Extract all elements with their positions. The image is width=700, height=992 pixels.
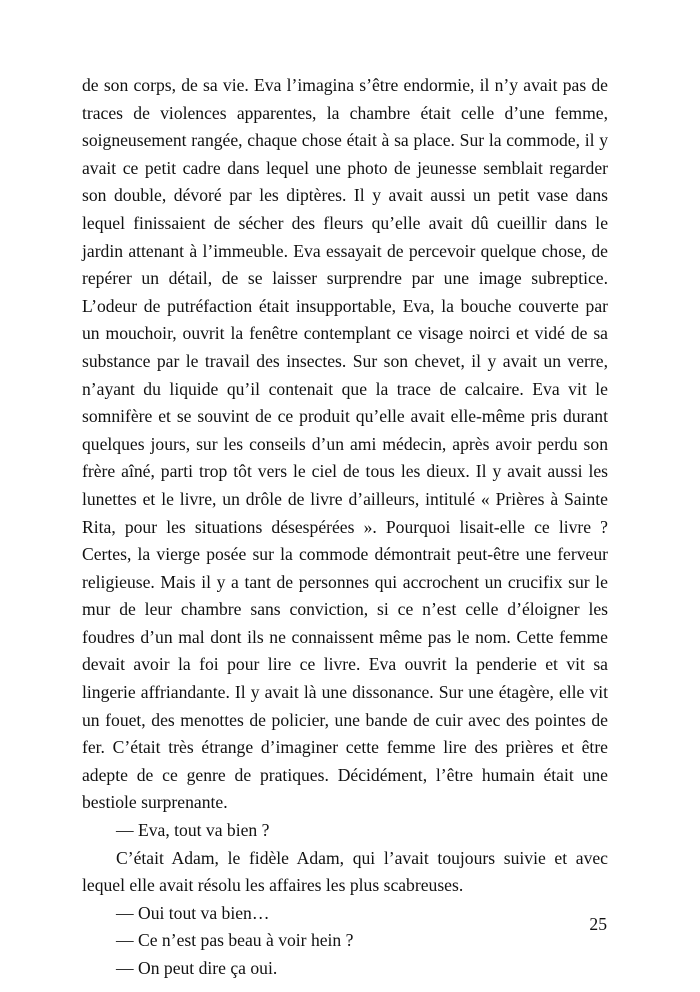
paragraph-narrative: de son corps, de sa vie. Eva l’imagina s’être endormie, il n’y avait pas de traces de violences apparentes, la chambre était celle d’une femme, soigneusement rangée, chaque chose était à sa place. Sur la commode, il y avait ce petit cadre dans lequel une photo de jeunesse semblait regarder son double, dévoré par les diptères. Il y avait aussi un petit vase dans lequel finissaient de sécher des fleurs qu’elle avait dû cueillir dans le jardin attenant à l’immeuble. Eva essayait de percevoir quelque chose, de repérer un détail, de se laisser surprendre par une image subreptice. L’odeur de putréfaction était insupportable, Eva, la bouche couverte par un mouchoir, ouvrit la fenêtre contemplant ce visage noirci et vidé de sa substance par le travail des insectes. Sur son chevet, il y avait un verre, n’ayant du liquide qu’il contenait que la trace de calcaire. Eva vit le somnifère et se souvint de ce produit qu’elle avait elle-même pris durant quelques jours, sur les conseils d’un ami médecin, après avoir perdu son frère aîné, parti trop tôt vers le ciel de tous les dieux. Il y avait aussi les lunettes et le livre, un drôle de livre d’ailleurs, intitulé « Prières à Sainte Rita, pour les situations désespérées ». Pourquoi lisait-elle ce livre ? Certes, la vierge posée sur la commode démontrait peut-être une ferveur religieuse. Mais il y a tant de personnes qui accrochent un crucifix sur le mur de leur chambre sans conviction, si ce n’est celle d’éloigner les foudres d’un mal dont ils ne connaissent même pas le nom. Cette femme devait avoir la foi pour lire ce livre. Eva ouvrit la penderie et vit sa lingerie affriandante. Il y avait là une dissonance. Sur une étagère, elle vit un fouet, des menottes de policier, une bande de cuir avec des pointes de fer. C’était très étrange d’imaginer cette femme lire des prières et être adepte de ce genre de pratiques. Décidément, l’être humain était une bestiole surprenante.	[82, 75, 608, 813]
dialogue-line-adam: — Ce n’est pas beau à voir hein ?	[116, 930, 354, 951]
body-text	[82, 72, 608, 983]
dialogue-line-eva-question: — Eva, tout va bien ?	[116, 820, 270, 841]
dialogue-line-reply: — Oui tout va bien…	[116, 902, 270, 923]
paragraph-adam: C’était Adam, le fidèle Adam, qui l’avait toujours suivie et avec lequel elle avait résolu les affaires les plus scabreuses.	[82, 847, 608, 896]
page-number: 25	[589, 914, 607, 934]
dialogue-line-eva-answer: — On peut dire ça oui.	[116, 958, 278, 978]
